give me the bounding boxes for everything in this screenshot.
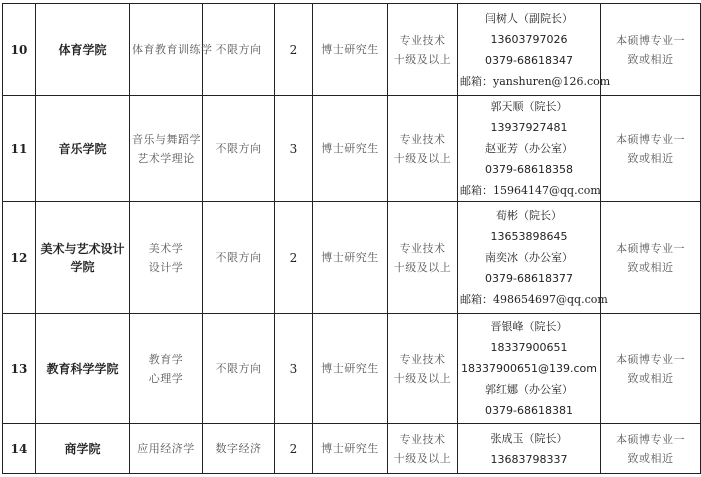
college-name (36, 96, 130, 202)
table-row (3, 96, 701, 202)
degree-requirement: 博士研究生 (313, 424, 388, 474)
row-number: 10 (3, 4, 36, 96)
college-name-line: 美术与艺术设计 (40, 241, 125, 256)
major-consistency-requirement (601, 424, 701, 474)
major-name-line: 艺术学理论 (137, 151, 195, 165)
contact-info (458, 314, 601, 424)
major-name-line: 教育学 (148, 352, 184, 366)
contact-info-line: 0379-68618377 (485, 272, 573, 285)
table-row (3, 424, 701, 474)
college-name (36, 424, 130, 474)
row-number: 13 (3, 314, 36, 424)
major-name-line: 音乐与舞蹈学 (132, 132, 201, 146)
title-requirement-line: 专业技术 (399, 432, 446, 446)
college-name (36, 314, 130, 424)
major-consistency-requirement-line: 本硕博专业一 (616, 352, 685, 366)
title-requirement (388, 96, 458, 202)
title-requirement-line: 专业技术 (399, 33, 446, 47)
college-name-line: 学院 (70, 259, 95, 274)
contact-info-line: 荀彬（院长） (496, 209, 562, 222)
hiring-count: 3 (275, 314, 313, 424)
major-consistency-requirement-line: 致或相近 (627, 371, 674, 385)
table-row (3, 202, 701, 314)
major-consistency-requirement-line: 致或相近 (627, 451, 674, 465)
table-row (3, 314, 701, 424)
major-consistency-requirement-line: 本硕博专业一 (616, 33, 685, 47)
major-name-line: 设计学 (148, 260, 184, 274)
degree-requirement: 博士研究生 (313, 4, 388, 96)
major-name (130, 202, 203, 314)
degree-requirement: 博士研究生 (313, 96, 388, 202)
degree-requirement: 博士研究生 (313, 314, 388, 424)
title-requirement (388, 202, 458, 314)
contact-info-line: 邮箱：yanshuren@126.com (460, 74, 611, 88)
title-requirement-line: 十级及以上 (393, 451, 452, 465)
contact-info (458, 202, 608, 314)
contact-info-line: 郭红娜（办公室） (485, 383, 573, 396)
major-name (130, 314, 203, 424)
title-requirement (388, 314, 458, 424)
major-name (130, 96, 203, 202)
hiring-count: 2 (275, 4, 313, 96)
contact-info-line: 闫树人（副院长） (485, 11, 573, 25)
college-name-line: 体育学院 (58, 42, 107, 57)
major-consistency-requirement (601, 314, 701, 424)
hiring-count: 2 (275, 424, 313, 474)
title-requirement-line: 专业技术 (399, 352, 446, 366)
contact-info-line: 0379-68618347 (485, 53, 573, 67)
major-consistency-requirement-line: 致或相近 (627, 52, 674, 66)
major-name (130, 4, 213, 96)
contact-info-line: 13653898645 (490, 230, 568, 243)
title-requirement-line: 专业技术 (399, 241, 446, 255)
contact-info (458, 424, 601, 474)
row-number: 14 (3, 424, 36, 474)
major-consistency-requirement-line: 本硕博专业一 (616, 132, 685, 146)
contact-info-line: 邮箱：498654697@qq.com (460, 293, 608, 306)
contact-info (458, 96, 601, 202)
title-requirement-line: 十级及以上 (393, 371, 452, 385)
major-consistency-requirement-line: 致或相近 (627, 260, 674, 274)
major-name-line: 体育教育训练学 (132, 43, 213, 56)
major-name-line: 美术学 (148, 241, 184, 255)
contact-info-line: 18337900651 (490, 341, 568, 354)
contact-info-line: 郭天顺（院长） (490, 100, 568, 113)
title-requirement-line: 专业技术 (399, 132, 446, 146)
major-consistency-requirement (601, 4, 701, 96)
major-name-line: 应用经济学 (137, 442, 195, 455)
table-body (3, 4, 701, 474)
row-number: 12 (3, 202, 36, 314)
hiring-count: 3 (275, 96, 313, 202)
major-consistency-requirement (601, 202, 701, 314)
hiring-count: 2 (275, 202, 313, 314)
row-number: 11 (3, 96, 36, 202)
contact-info (458, 4, 611, 96)
research-direction: 不限方向 (203, 96, 275, 202)
research-direction: 不限方向 (203, 4, 275, 96)
research-direction: 不限方向 (203, 314, 275, 424)
contact-info-line: 0379-68618381 (485, 404, 573, 417)
college-name-line: 教育科学学院 (46, 361, 119, 376)
major-name (130, 424, 203, 474)
contact-info-line: 0379-68618358 (485, 163, 573, 176)
college-name (36, 4, 130, 96)
contact-info-line: 13683798337 (490, 452, 568, 466)
contact-info-line: 南奕冰（办公室） (485, 251, 573, 264)
title-requirement-line: 十级及以上 (393, 260, 452, 274)
table-row (3, 4, 701, 96)
title-requirement-line: 十级及以上 (393, 52, 452, 66)
degree-requirement: 博士研究生 (313, 202, 388, 314)
college-name-line: 音乐学院 (58, 141, 107, 156)
research-direction: 不限方向 (203, 202, 275, 314)
title-requirement (388, 424, 458, 474)
contact-info-line: 13937927481 (490, 121, 568, 134)
research-direction: 数字经济 (203, 424, 275, 474)
college-name (36, 202, 130, 314)
contact-info-line: 18337900651@139.com (461, 362, 597, 375)
major-consistency-requirement-line: 本硕博专业一 (616, 241, 685, 255)
contact-info-line: 张成玉（院长） (490, 431, 568, 445)
major-consistency-requirement-line: 本硕博专业一 (616, 432, 685, 446)
college-name-line: 商学院 (64, 441, 101, 456)
contact-info-line: 赵亚芳（办公室） (485, 142, 573, 155)
major-consistency-requirement-line: 致或相近 (627, 151, 674, 165)
major-consistency-requirement (601, 96, 701, 202)
contact-info-line: 13603797026 (490, 32, 568, 46)
major-name-line: 心理学 (148, 371, 184, 385)
recruitment-table (2, 3, 701, 474)
contact-info-line: 邮箱：15964147@qq.com (460, 184, 601, 197)
contact-info-line: 晋银峰（院长） (490, 320, 568, 333)
title-requirement-line: 十级及以上 (393, 151, 452, 165)
title-requirement (388, 4, 458, 96)
